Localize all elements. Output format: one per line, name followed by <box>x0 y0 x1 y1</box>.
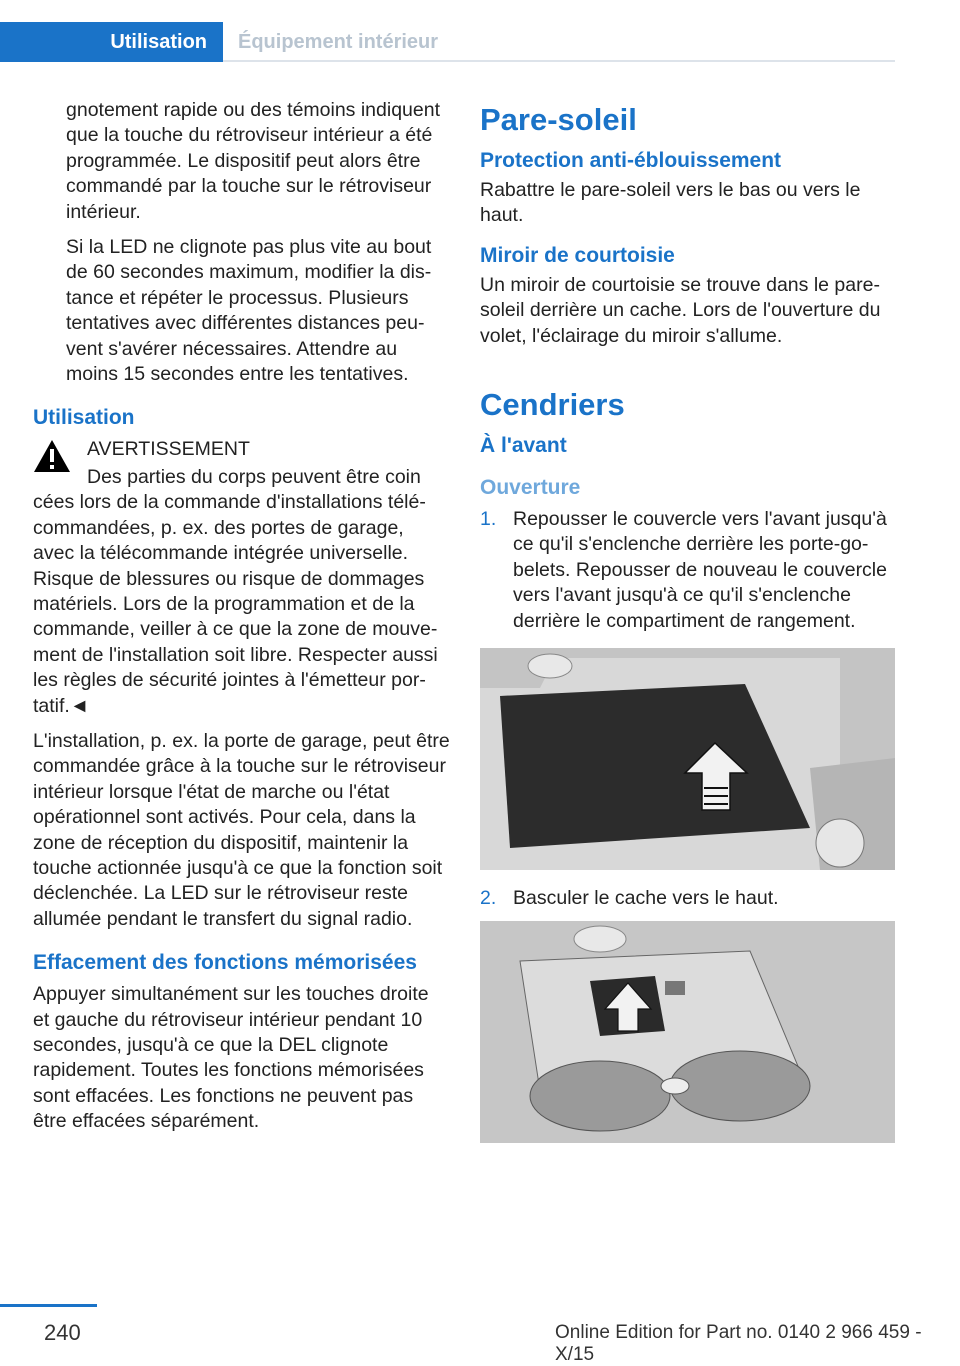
heading-miroir: Miroir de courtoisie <box>480 243 675 267</box>
ashtray-illustration <box>480 921 895 1143</box>
paragraph-miroir: Un miroir de courtoisie se trouve dans le paresoleil derrière un cache. Lors de l'ouverture du volet, l'éclairage du miroir s'allume. <box>480 273 881 347</box>
subsection-tab: Équipement intérieur <box>238 31 439 53</box>
step-number: 1. <box>480 508 497 531</box>
edition-note: Online Edition for Part no. 0140 2 966 459 - X/15 <box>555 1322 922 1365</box>
heading-effacement: Effacement des fonctions mémorisées <box>33 951 417 975</box>
ashtray-image <box>480 921 895 1143</box>
paragraph-intro: gnotement rapide ou des témoins indiquent que la touche du rétroviseur intérieur a été programmée. Le dispositif peut alors être commandé par la touche sur le rétroviseur intérieur. <box>66 99 441 223</box>
right-column <box>480 98 897 1159</box>
left-column <box>33 98 450 1145</box>
header-rule <box>223 60 895 62</box>
page-number: 240 <box>44 1320 81 1345</box>
step-item <box>480 507 897 634</box>
warning-first-line: Des parties du corps peuvent être coin <box>87 465 421 488</box>
console-lid-image <box>480 648 895 870</box>
section-tab: Utilisation <box>0 22 223 62</box>
paragraph-operation: L'installation, p. ex. la porte de garage, peut être commandée grâce à la touche sur le rétroviseur intérieur lorsque l'état de marche ou l'état opérationnel sont activés. Pour cela, dans la zone de réception du dispositif, maintenir la touche actionnée jusqu'à ce que la fonction soit déclenchée. La LED sur le rétroviseur reste allumée pendant le transfert du signal radio. <box>33 729 450 930</box>
footer-rule <box>0 1304 97 1307</box>
paragraph-effacement: Appuyer simultanément sur les touches droite et gauche du rétroviseur intérieur pendant 10 secondes, jusqu'à ce que la DEL clignote rapidement. Toutes les fonctions mémorisées sont effacées. Les fonctions ne peuvent pas être effacées séparément. <box>33 983 429 1133</box>
steps-list <box>480 507 897 634</box>
steps-list-continued <box>480 886 897 911</box>
warning-title: AVERTISSEMENT <box>87 438 250 461</box>
heading-cendriers: Cendriers <box>480 387 625 423</box>
heading-ouverture: Ouverture <box>480 476 581 500</box>
step-number: 2. <box>480 887 497 910</box>
warning-icon <box>33 439 71 473</box>
warning-body: cées lors de la commande d'installations télécommandées, p. ex. des portes de garage, avec la télécommande intégrée universelle. Risque de blessures ou risque de dommages matériels. Lors de la programmation et de la commande, veiller à ce que la zone de mouvement de l'installation soit libre. Respecter aussi les règles de sécurité jointes à l'émetteur portatif.◄ <box>33 491 438 717</box>
page-header <box>0 22 895 62</box>
paragraph-protection: Rabattre le pare-soleil vers le bas ou vers le haut. <box>480 179 861 227</box>
heading-avant: À l'avant <box>480 434 567 458</box>
step-text: Repousser le couvercle vers l'avant jusqu'à ce qu'il s'enclenche derrière les porte-gobelets. Repousser de nouveau le couvercle vers l'avant jusqu'à ce qu'il s'enclenche derrière le compartiment de rangement. <box>513 508 887 632</box>
heading-pare-soleil: Pare-soleil <box>480 102 637 137</box>
console-lid-illustration <box>480 648 895 870</box>
warning-block <box>33 437 450 718</box>
paragraph-led: Si la LED ne clignote pas plus vite au bout de 60 secondes maximum, modifier la distance et répéter le processus. Plusieurs tentatives avec différentes distances peuvent s'avérer nécessaires. Attendre au moins 15 secondes entre les tentatives. <box>66 236 432 386</box>
step-item <box>480 886 897 911</box>
step-text: Basculer le cache vers le haut. <box>513 887 779 910</box>
heading-protection: Protection anti-éblouissement <box>480 149 782 172</box>
heading-utilisation: Utilisation <box>33 406 135 430</box>
